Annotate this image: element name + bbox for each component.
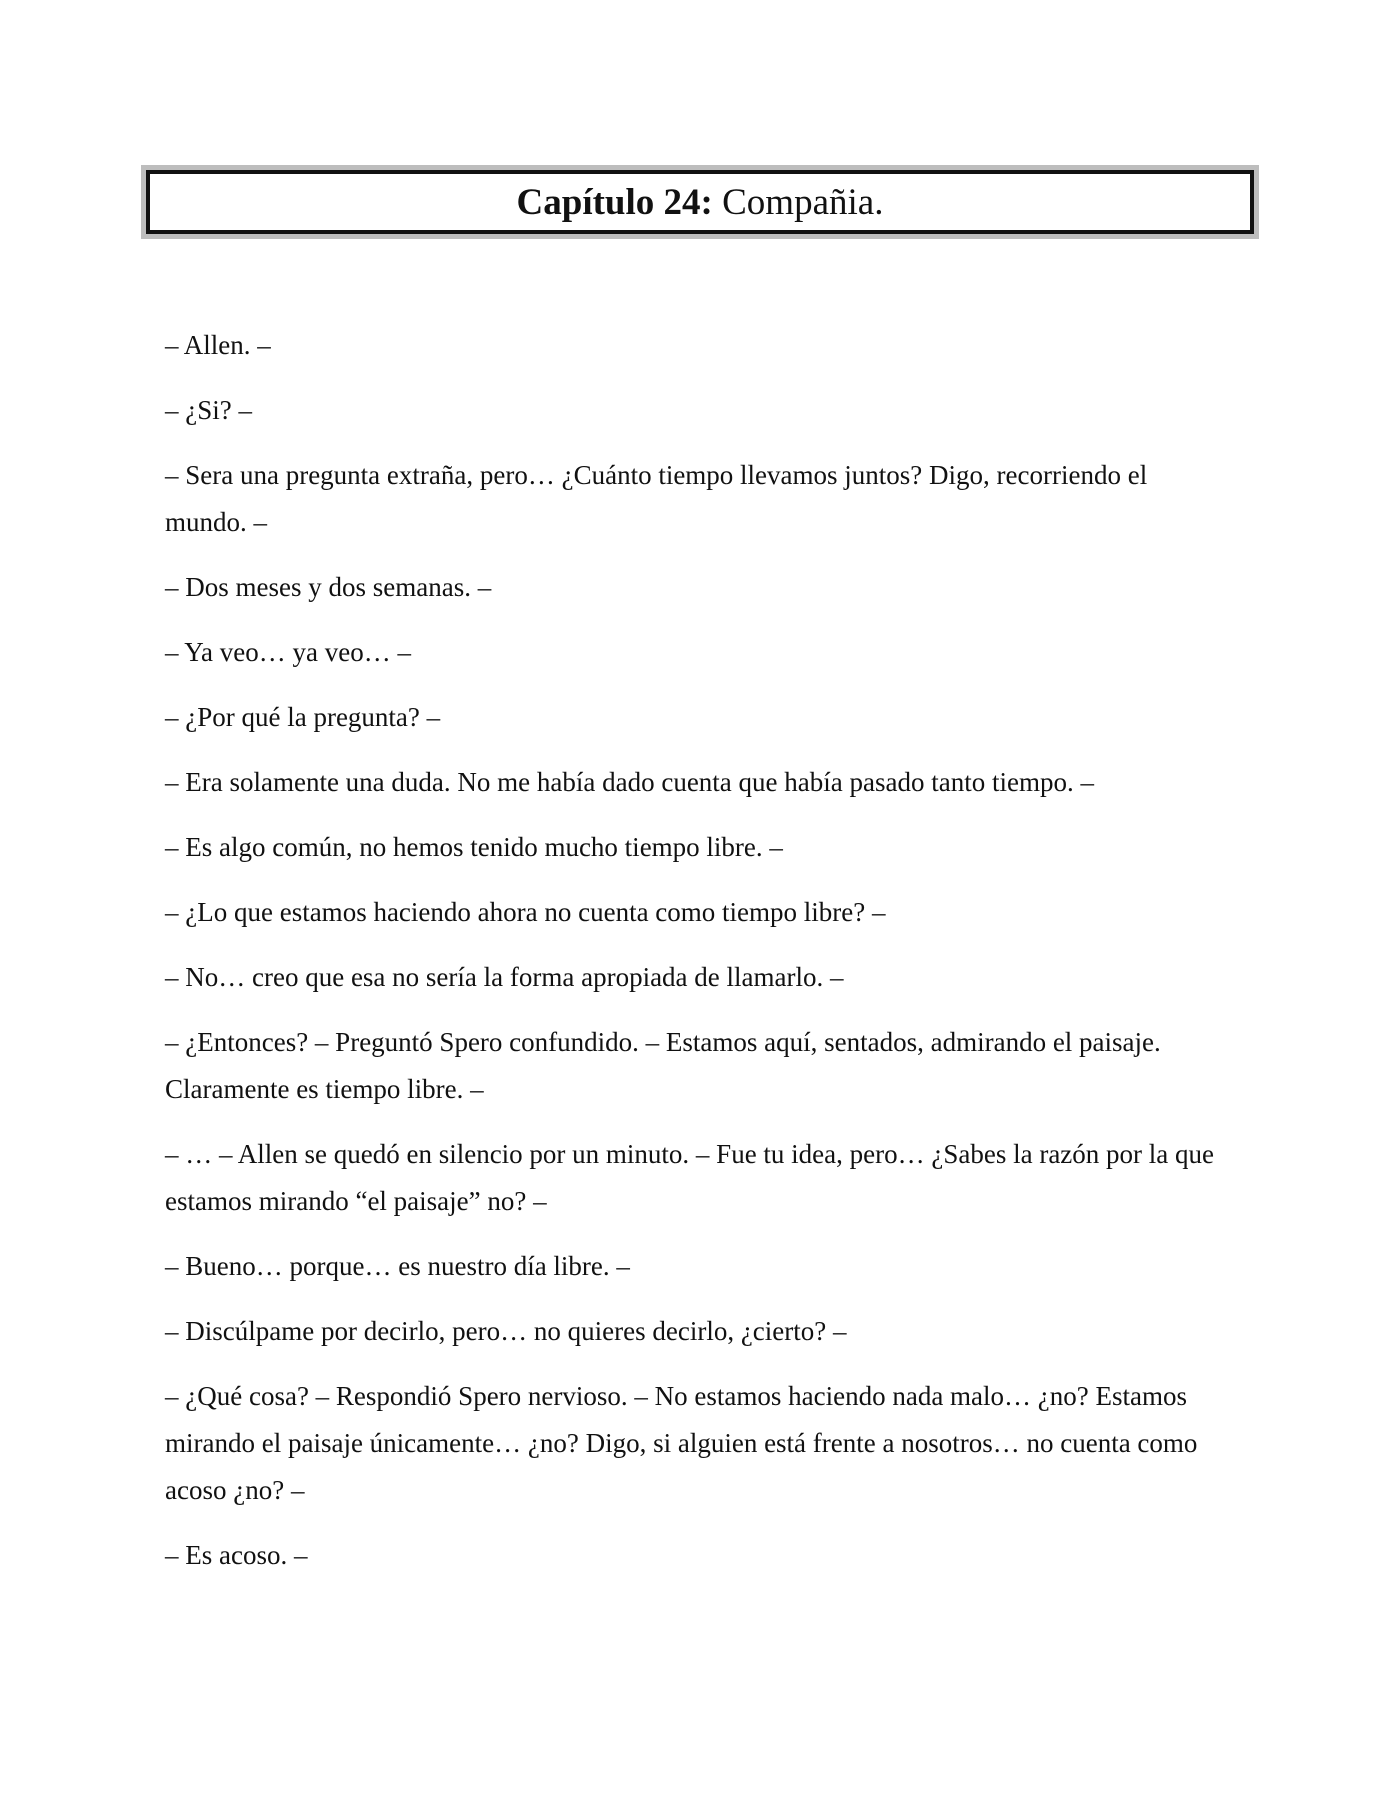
paragraph: – … – Allen se quedó en silencio por un minuto. – Fue tu idea, pero… ¿Sabes la razón por la que estamos mirando “el paisaje” no? – — [165, 1139, 1215, 1216]
chapter-title: Compañia. — [722, 181, 884, 223]
paragraph: – Bueno… porque… es nuestro día libre. – — [165, 1251, 630, 1281]
chapter-number: Capítulo 24: — [516, 181, 713, 223]
chapter-heading-frame — [141, 165, 1259, 239]
paragraph: – Es algo común, no hemos tenido mucho tiempo libre. – — [165, 832, 783, 862]
paragraph: – ¿Si? – — [165, 395, 252, 425]
paragraph: – ¿Qué cosa? – Respondió Spero nervioso. – No estamos haciendo nada malo… ¿no? Estamos mirando el paisaje únicamente… ¿no? Digo, si alguien está frente a nosotros… no cuenta como acoso ¿no? – — [165, 1381, 1198, 1505]
paragraph: – Era solamente una duda. No me había dado cuenta que había pasado tanto tiempo. – — [165, 767, 1094, 797]
paragraph: – ¿Por qué la pregunta? – — [165, 702, 441, 732]
paragraph: – ¿Lo que estamos haciendo ahora no cuenta como tiempo libre? – — [165, 897, 886, 927]
paragraph: – Allen. – — [165, 330, 271, 360]
paragraph: – Discúlpame por decirlo, pero… no quieres decirlo, ¿cierto? – — [165, 1316, 847, 1346]
paragraph: – Es acoso. – — [165, 1540, 308, 1570]
chapter-heading — [146, 170, 1254, 234]
paragraph: – Sera una pregunta extraña, pero… ¿Cuánto tiempo llevamos juntos? Digo, recorriendo el mundo. – — [165, 460, 1148, 537]
paragraph: – Dos meses y dos semanas. – — [165, 572, 492, 602]
paragraph: – ¿Entonces? – Preguntó Spero confundido. – Estamos aquí, sentados, admirando el paisaje. Claramente es tiempo libre. – — [165, 1027, 1161, 1104]
chapter-body — [165, 322, 1235, 1597]
paragraph: – No… creo que esa no sería la forma apropiada de llamarlo. – — [165, 962, 844, 992]
paragraph: – Ya veo… ya veo… – — [165, 637, 411, 667]
